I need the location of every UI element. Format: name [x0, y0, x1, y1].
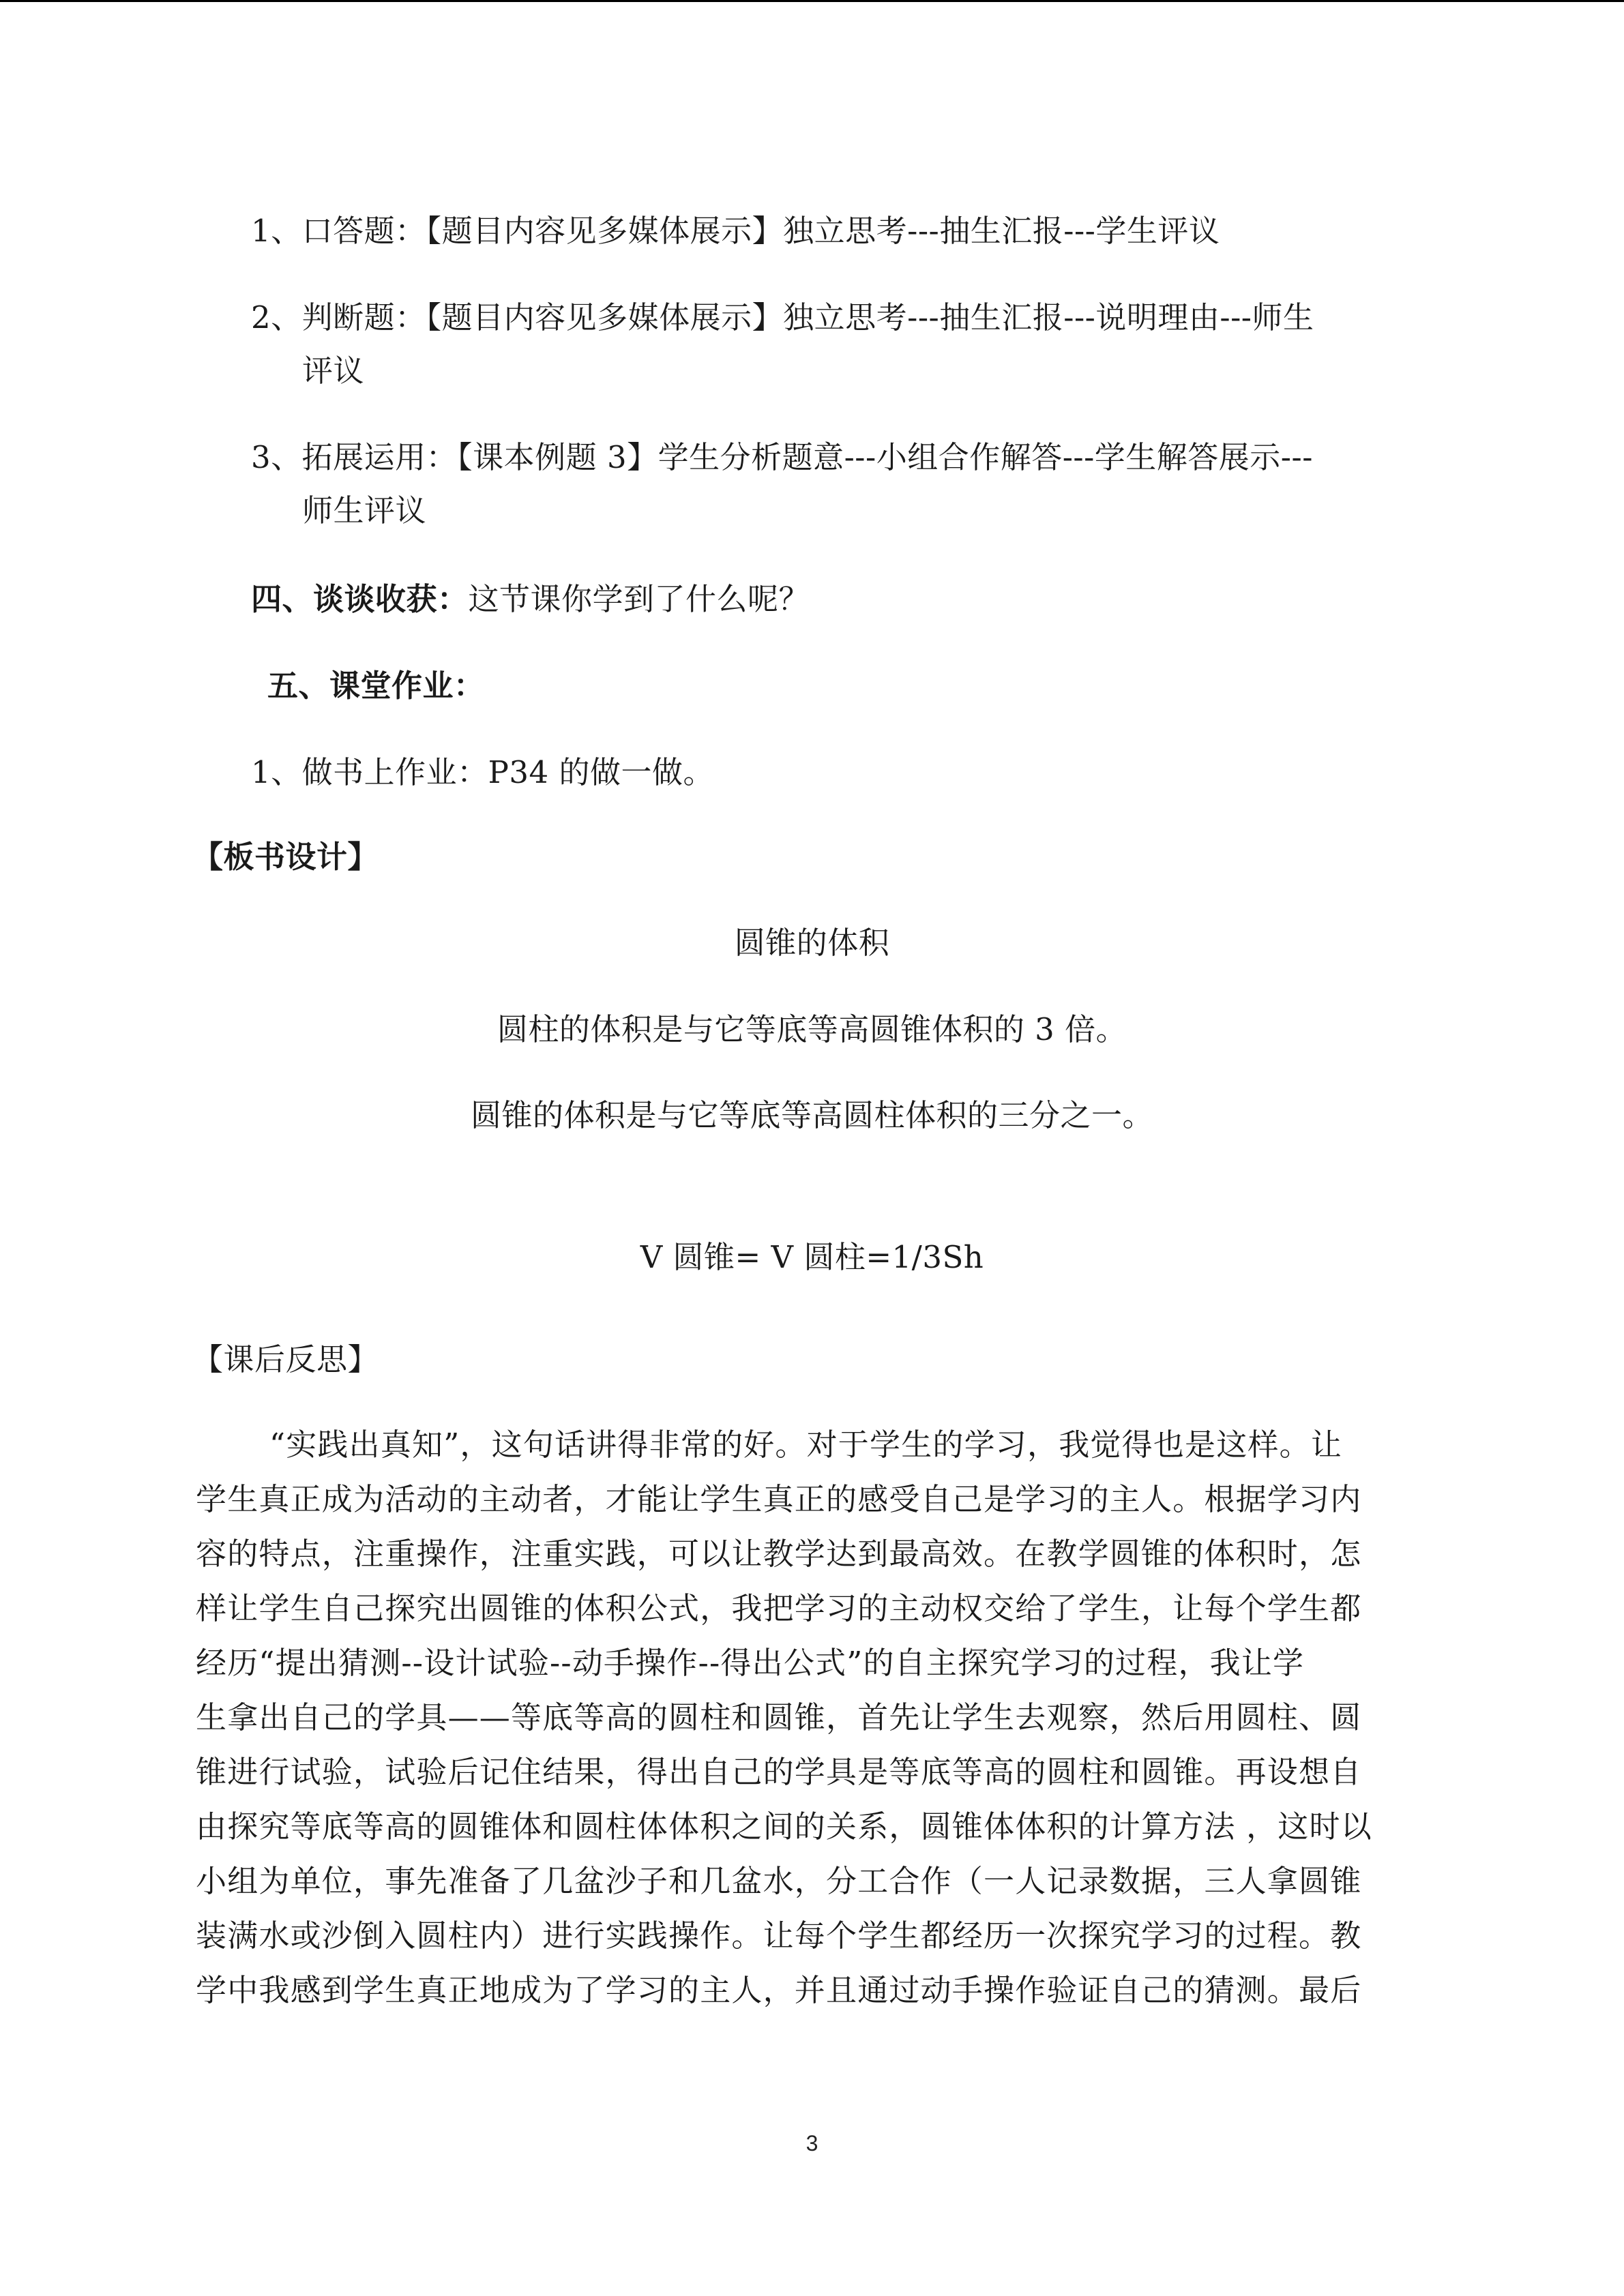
reflection-line: 装满水或沙倒入圆柱内）进行实践操作。让每个学生都经历一次探究学习的过程。教 [196, 1918, 1362, 1954]
exercise-item-text: 判断题：【题目内容见多媒体展示】独立思考---抽生汇报---说明理由---师生 [301, 299, 1314, 336]
exercise-item-2-continuation: 评议 [302, 353, 365, 389]
reflection-line: 学生真正成为活动的主动者，才能让学生真正的感受自己是学习的主人。根据学习内 [196, 1481, 1362, 1517]
section-4-heading: 四、谈谈收获： [251, 581, 469, 617]
reflection-line: 学中我感到学生真正地成为了学习的主人，并且通过动手操作验证自己的猜测。最后 [196, 1972, 1362, 2008]
section-4-text: 这节课你学到了什么呢？ [468, 581, 810, 617]
reflection-line: 由探究等底等高的圆锥体和圆柱体体积之间的关系，圆锥体体积的计算方法 ，这时以 [196, 1808, 1372, 1845]
reflection-line: 经历“提出猜测--设计试验--动手操作--得出公式”的自主探究学习的过程，我让学 [196, 1645, 1305, 1681]
exercise-item-number: 3、 [251, 439, 302, 475]
board-title: 圆锥的体积 [734, 925, 890, 961]
page-number: 3 [806, 2131, 818, 2156]
board-design-heading: 【板书设计】 [192, 839, 379, 875]
exercise-item-number: 1、 [251, 213, 302, 249]
board-line-2: 圆锥的体积是与它等底等高圆柱体积的三分之一。 [470, 1097, 1153, 1133]
exercise-item-text: 口答题：【题目内容见多媒体展示】独立思考---抽生汇报---学生评议 [301, 213, 1220, 249]
exercise-item-2 [251, 297, 1314, 339]
reflection-line: 容的特点，注重操作，注重实践，可以让教学达到最高效。在教学圆锥的体积时，怎 [196, 1536, 1362, 1572]
reflection-line: 锥进行试验，试验后记住结果，得出自己的学具是等底等高的圆柱和圆锥。再设想自 [196, 1754, 1362, 1790]
section-4 [251, 578, 810, 621]
exercise-item-3 [251, 436, 1313, 479]
exercise-item-1 [251, 210, 1220, 252]
board-formula: V 圆锥= V 圆柱=1/3Sh [640, 1239, 984, 1275]
reflection-line: “实践出真知”，这句话讲得非常的好。对于学生的学习，我觉得也是这样。让 [269, 1427, 1343, 1463]
board-line-1: 圆柱的体积是与它等底等高圆锥体积的 3 倍。 [497, 1011, 1127, 1047]
reflection-line: 小组为单位，事先准备了几盆沙子和几盆水，分工合作（一人记录数据，三人拿圆锥 [196, 1863, 1362, 1899]
reflection-line: 生拿出自己的学具——等底等高的圆柱和圆锥，首先让学生去观察，然后用圆柱、圆 [196, 1699, 1362, 1735]
exercise-item-text: 拓展运用：【课本例题 3】学生分析题意---小组合作解答---学生解答展示--- [301, 439, 1313, 475]
exercise-item-3-continuation: 师生评议 [302, 492, 427, 528]
reflection-line: 样让学生自己探究出圆锥的体积公式，我把学习的主动权交给了学生，让每个学生都 [196, 1590, 1362, 1626]
exercise-item-number: 2、 [251, 299, 302, 336]
homework-item-1: 1、做书上作业：P34 的做一做。 [251, 754, 714, 790]
section-5-heading: 五、课堂作业： [267, 668, 485, 704]
reflection-heading: 【课后反思】 [192, 1341, 379, 1377]
